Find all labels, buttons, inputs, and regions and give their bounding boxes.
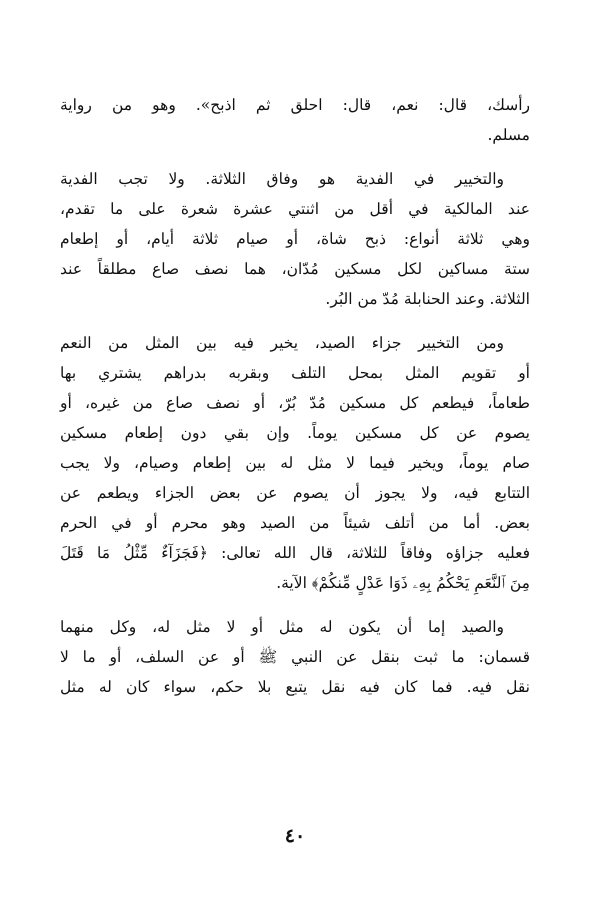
text-line: رأسك، قال: نعم، قال: احلق ثم اذبح». وهو من رواية bbox=[60, 96, 530, 114]
text-line: عند المالكية في أقل من اثنتي عشرة شعرة على ما تقدم، bbox=[60, 200, 530, 218]
text-line: والصيد إما أن يكون له مثل أو لا مثل له، وكل منهما bbox=[60, 618, 504, 636]
text-line: ستة مساكين لكل مسكين مُدّان، هما نصف صاع مطلقاً عند bbox=[60, 260, 530, 278]
text-line: وهي ثلاثة أنواع: ذبح شاة، أو صيام ثلاثة أيام، أو إطعام bbox=[60, 230, 530, 248]
text-line: ومن التخيير جزاء الصيد، يخير فيه بين المثل من النعم bbox=[60, 334, 504, 352]
text-line: أو تقويم المثل بمحل التلف وبقربه بدراهم يشتري بها bbox=[60, 364, 530, 382]
paragraph-2 bbox=[60, 164, 530, 314]
text-line: قسمان: ما ثبت بنقل عن النبي ﷺ أو عن السلف، أو ما لا bbox=[60, 648, 530, 666]
text-line: طعاماً، فيطعم كل مسكين مُدّ بُرّ، أو نصف صاع من غيره، أو bbox=[60, 394, 530, 412]
text-line: الثلاثة. وعند الحنابلة مُدّ من البُر. bbox=[325, 290, 530, 308]
document-page bbox=[60, 90, 530, 716]
paragraph-4 bbox=[60, 612, 530, 702]
quran-verse-line: فعليه جزاؤه وفاقاً للثلاثة، قال الله تعالى: ﴿فَجَزَآءٌ مِّثْلُ مَا قَتَلَ bbox=[60, 544, 530, 562]
page-number: ٤٠ bbox=[284, 825, 306, 847]
paragraph-3 bbox=[60, 328, 530, 598]
quran-verse-line: مِنَ ٱلنَّعَمِ يَحْكُمُ بِهِۦ ذَوَا عَدْلٍ مِّنكُمْ﴾ الآية. bbox=[276, 574, 530, 592]
text-line: مسلم. bbox=[487, 126, 530, 144]
text-line: نقل فيه. فما كان فيه نقل يتبع بلا حكم، سواء كان له مثل bbox=[60, 678, 530, 696]
text-line: بعض. أما من أتلف شيئاً من الصيد وهو محرم أو في الحرم bbox=[60, 514, 530, 532]
text-line: صام يوماً، ويخير فيما لا مثل له بين إطعام وصيام، ولا يجب bbox=[60, 454, 530, 472]
text-line: التتابع فيه، ولا يجوز أن يصوم عن بعض الجزاء ويطعم عن bbox=[60, 484, 530, 502]
paragraph-1 bbox=[60, 90, 530, 150]
text-line: يصوم عن كل مسكين يوماً. وإن بقي دون إطعام مسكين bbox=[60, 424, 530, 442]
text-line: والتخيير في الفدية هو وفاق الثلاثة. ولا تجب الفدية bbox=[60, 170, 504, 188]
